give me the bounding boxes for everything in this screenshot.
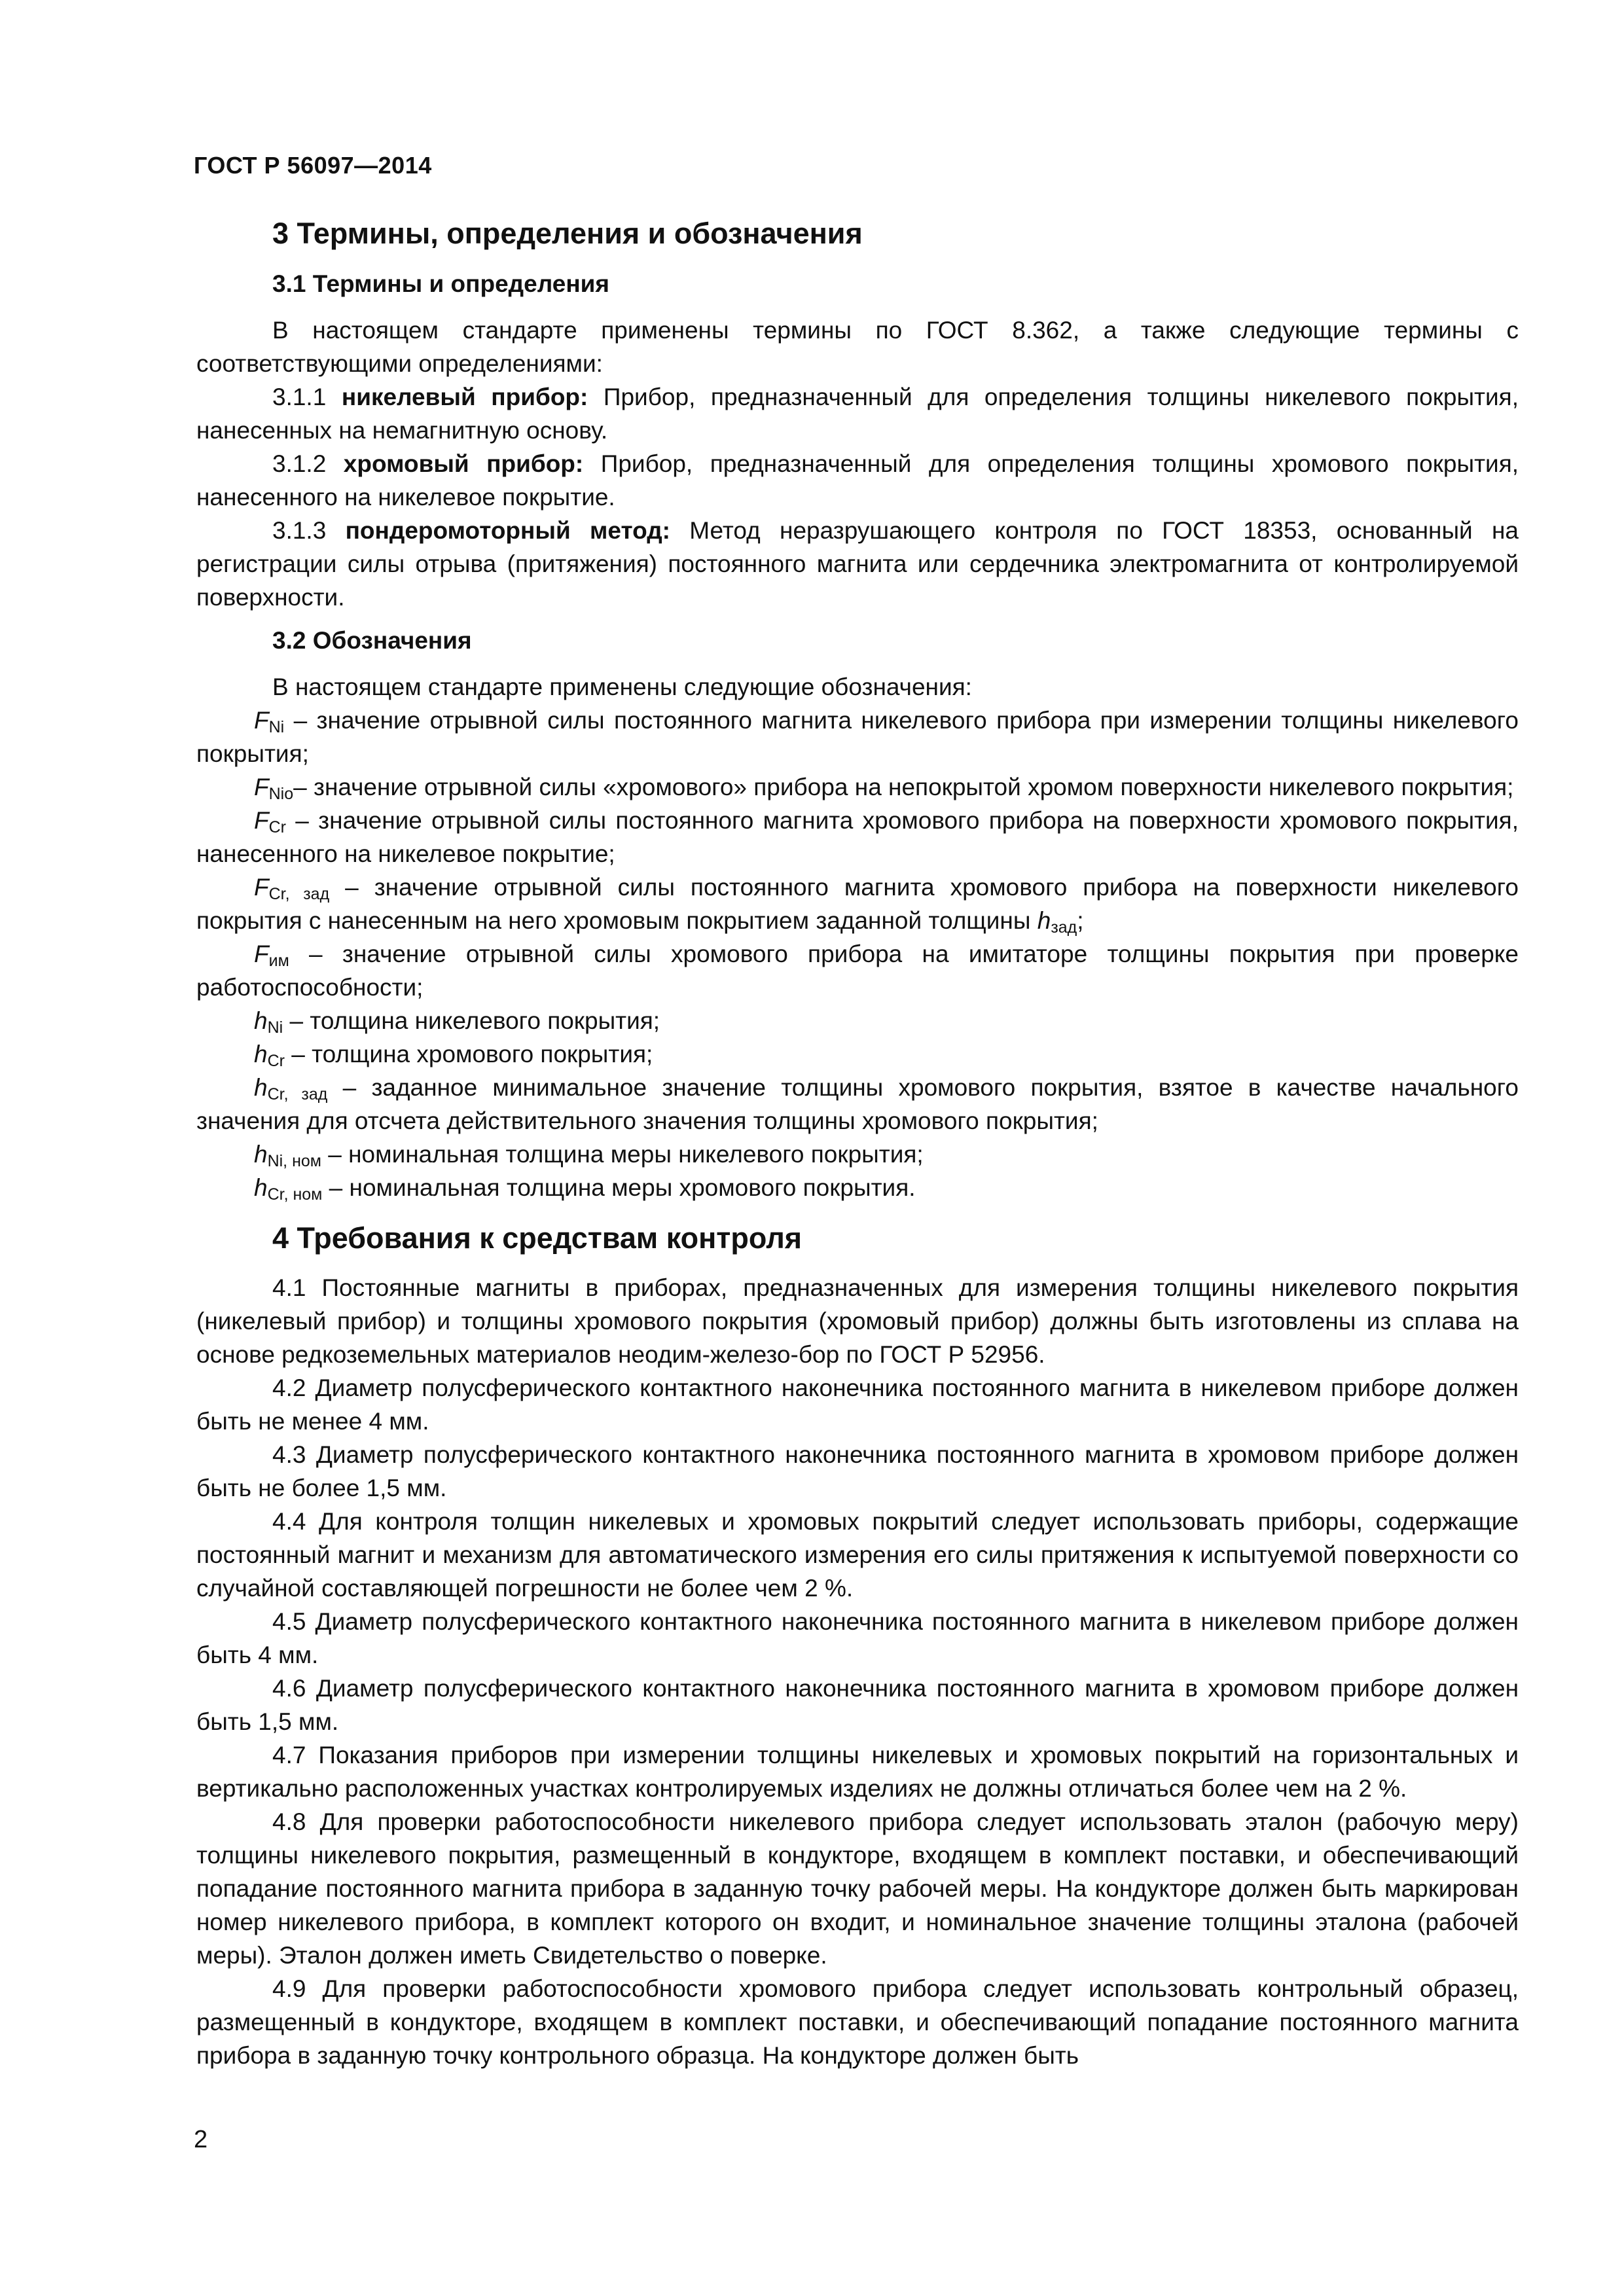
document-code-header: ГОСТ Р 56097—2014 [194, 152, 432, 179]
symbol-definition [196, 1004, 1519, 1037]
symbol-subscript: Ni [268, 718, 285, 736]
term-definition: Прибор, предназначенный для определения толщины никелевого покрытия, нанесенных на немагнитную основу. [196, 384, 1519, 444]
symbol-definition [196, 1037, 1519, 1071]
symbols-intro: В настоящем стандарте применены следующие обозначения: [272, 673, 972, 700]
symbol-subscript: Cr [268, 818, 286, 836]
inline-symbol: h [1037, 907, 1051, 934]
term-paragraph [196, 380, 1519, 447]
term-paragraph [196, 447, 1519, 514]
symbol-subscript: Cr, зад [267, 1085, 328, 1103]
term-definition: Метод неразрушающего контроля по ГОСТ 18353, основанный на регистрации силы отрыва (притяжения) постоянного магнита или сердечника электромагнита от контролируемой поверхности. [196, 517, 1519, 611]
subsection-3-1-title: 3.1 Термины и определения [272, 270, 610, 297]
symbol-text: – значение отрывной силы «хромового» прибора на непокрытой хромом поверхности никелевого покрытия; [293, 774, 1514, 800]
symbol-text: – значение отрывной силы постоянного магнита хромового прибора на поверхности хромового покрытия, нанесенного на никелевое покрытие; [196, 807, 1519, 867]
symbol: F [254, 941, 269, 967]
symbol-text: – номинальная толщина меры никелевого покрытия; [321, 1141, 924, 1168]
requirement-item: 4.4 Для контроля толщин никелевых и хромовых покрытий следует использовать приборы, содержащие постоянный магнит и механизм для автоматического измерения его силы притяжения к испытуемой поверхности со случайной составляющей погрешности не более чем 2 %. [196, 1508, 1519, 1602]
document-body [196, 213, 1519, 2072]
symbol-text: – толщина никелевого покрытия; [283, 1007, 660, 1034]
symbol: F [254, 874, 269, 901]
symbol-text: – номинальная толщина меры хромового покрытия. [322, 1174, 916, 1201]
inline-symbol-subscript: зад [1051, 918, 1077, 937]
requirement-item: 4.9 Для проверки работоспособности хромового прибора следует использовать контрольный образец, размещенный в кондукторе, входящем в комплект поставки, и обеспечивающий попадание постоянного магнита прибора в заданную точку контрольного образца. На кондукторе должен быть [196, 1975, 1519, 2069]
symbol-subscript: Ni, ном [267, 1152, 321, 1170]
page-number: 2 [194, 2126, 208, 2153]
symbol-definition [196, 804, 1519, 870]
requirement-item: 4.3 Диаметр полусферического контактного наконечника постоянного магнита в хромовом приборе должен быть не более 1,5 мм. [196, 1441, 1519, 1501]
requirement-item: 4.5 Диаметр полусферического контактного наконечника постоянного магнита в никелевом приборе должен быть 4 мм. [196, 1608, 1519, 1668]
symbol: F [254, 774, 269, 800]
symbol-subscript: Cr, ном [267, 1185, 323, 1204]
symbol-definition [196, 770, 1519, 804]
symbol-text: – толщина хромового покрытия; [284, 1041, 653, 1067]
symbol-subscript: Ni [267, 1018, 283, 1037]
symbol: F [254, 807, 269, 834]
symbol: F [254, 707, 269, 734]
section-4-title: 4 Требования к средствам контроля [272, 1221, 803, 1255]
requirement-item: 4.1 Постоянные магниты в приборах, предназначенных для измерения толщины никелевого покрытия (никелевый прибор) и толщины хромового покрытия (хромовый прибор) должны быть изготовлены из сплава на основе редкоземельных материалов неодим-железо-бор по ГОСТ Р 52956. [196, 1274, 1519, 1368]
subsection-3-2-title: 3.2 Обозначения [272, 627, 472, 654]
symbol-text: – значение отрывной силы постоянного магнита никелевого прибора при измерении толщины никелевого покрытия; [196, 707, 1519, 767]
requirement-item: 4.8 Для проверки работоспособности никелевого прибора следует использовать эталон (рабочую меру) толщины никелевого покрытия, размещенный в кондукторе, входящем в комплект поставки, и обеспечивающий попадание постоянного магнита прибора в заданную точку рабочей меры. На кондукторе должен быть маркирован номер никелевого прибора, в комплект которого он входит, и номинальное значение толщины эталона (рабочей меры). Эталон должен иметь Свидетельство о поверке. [196, 1808, 1519, 1969]
symbol-subscript: Cr, зад [268, 885, 330, 903]
term-number: 3.1.1 [272, 384, 342, 410]
symbol-definition [196, 704, 1519, 770]
symbol-subscript: Cr [267, 1052, 285, 1070]
symbol-definition [196, 1071, 1519, 1138]
symbol-definition [196, 937, 1519, 1004]
symbol-definition [196, 1171, 1519, 1204]
term-number: 3.1.3 [272, 517, 346, 544]
symbol: h [254, 1174, 268, 1201]
symbol-subscript: им [268, 952, 289, 970]
section-3-title: 3 Термины, определения и обозначения [272, 217, 863, 250]
term-name: пондеромоторный метод: [345, 517, 671, 544]
requirement-item: 4.6 Диаметр полусферического контактного наконечника постоянного магнита в хромовом приборе должен быть 1,5 мм. [196, 1675, 1519, 1735]
symbol: h [254, 1074, 268, 1101]
term-name: никелевый прибор: [341, 384, 588, 410]
term-definition: Прибор, предназначенный для определения толщины хромового покрытия, нанесенного на никелевое покрытие. [196, 450, 1519, 511]
terms-intro: В настоящем стандарте применены термины по ГОСТ 8.362, а также следующие термины с соответствующими определениями: [196, 317, 1519, 377]
requirement-item: 4.2 Диаметр полусферического контактного наконечника постоянного магнита в никелевом приборе должен быть не менее 4 мм. [196, 1374, 1519, 1435]
symbol-text: – значение отрывной силы постоянного магнита хромового прибора на поверхности никелевого покрытия с нанесенным на него хромовым покрытием заданной толщины [196, 874, 1519, 934]
symbol-text: – заданное минимальное значение толщины хромового покрытия, взятое в качестве начального значения для отсчета действительного значения толщины хромового покрытия; [196, 1074, 1519, 1134]
symbol: h [254, 1141, 268, 1168]
term-number: 3.1.2 [272, 450, 344, 477]
term-paragraph [196, 514, 1519, 614]
requirement-item: 4.7 Показания приборов при измерении толщины никелевых и хромовых покрытий на горизонтальных и вертикально расположенных участках контролируемых изделиях не должны отличаться более чем на 2 %. [196, 1742, 1519, 1802]
term-name: хромовый прибор: [343, 450, 584, 477]
symbol: h [254, 1007, 268, 1034]
symbol-text: – значение отрывной силы хромового прибора на имитаторе толщины покрытия при проверке работоспособности; [196, 941, 1519, 1001]
symbol-subscript: Nio [268, 785, 294, 803]
symbol: h [254, 1041, 268, 1067]
symbol-definition [196, 870, 1519, 937]
symbol-definition [196, 1138, 1519, 1171]
inline-symbol-text: ; [1077, 907, 1084, 934]
